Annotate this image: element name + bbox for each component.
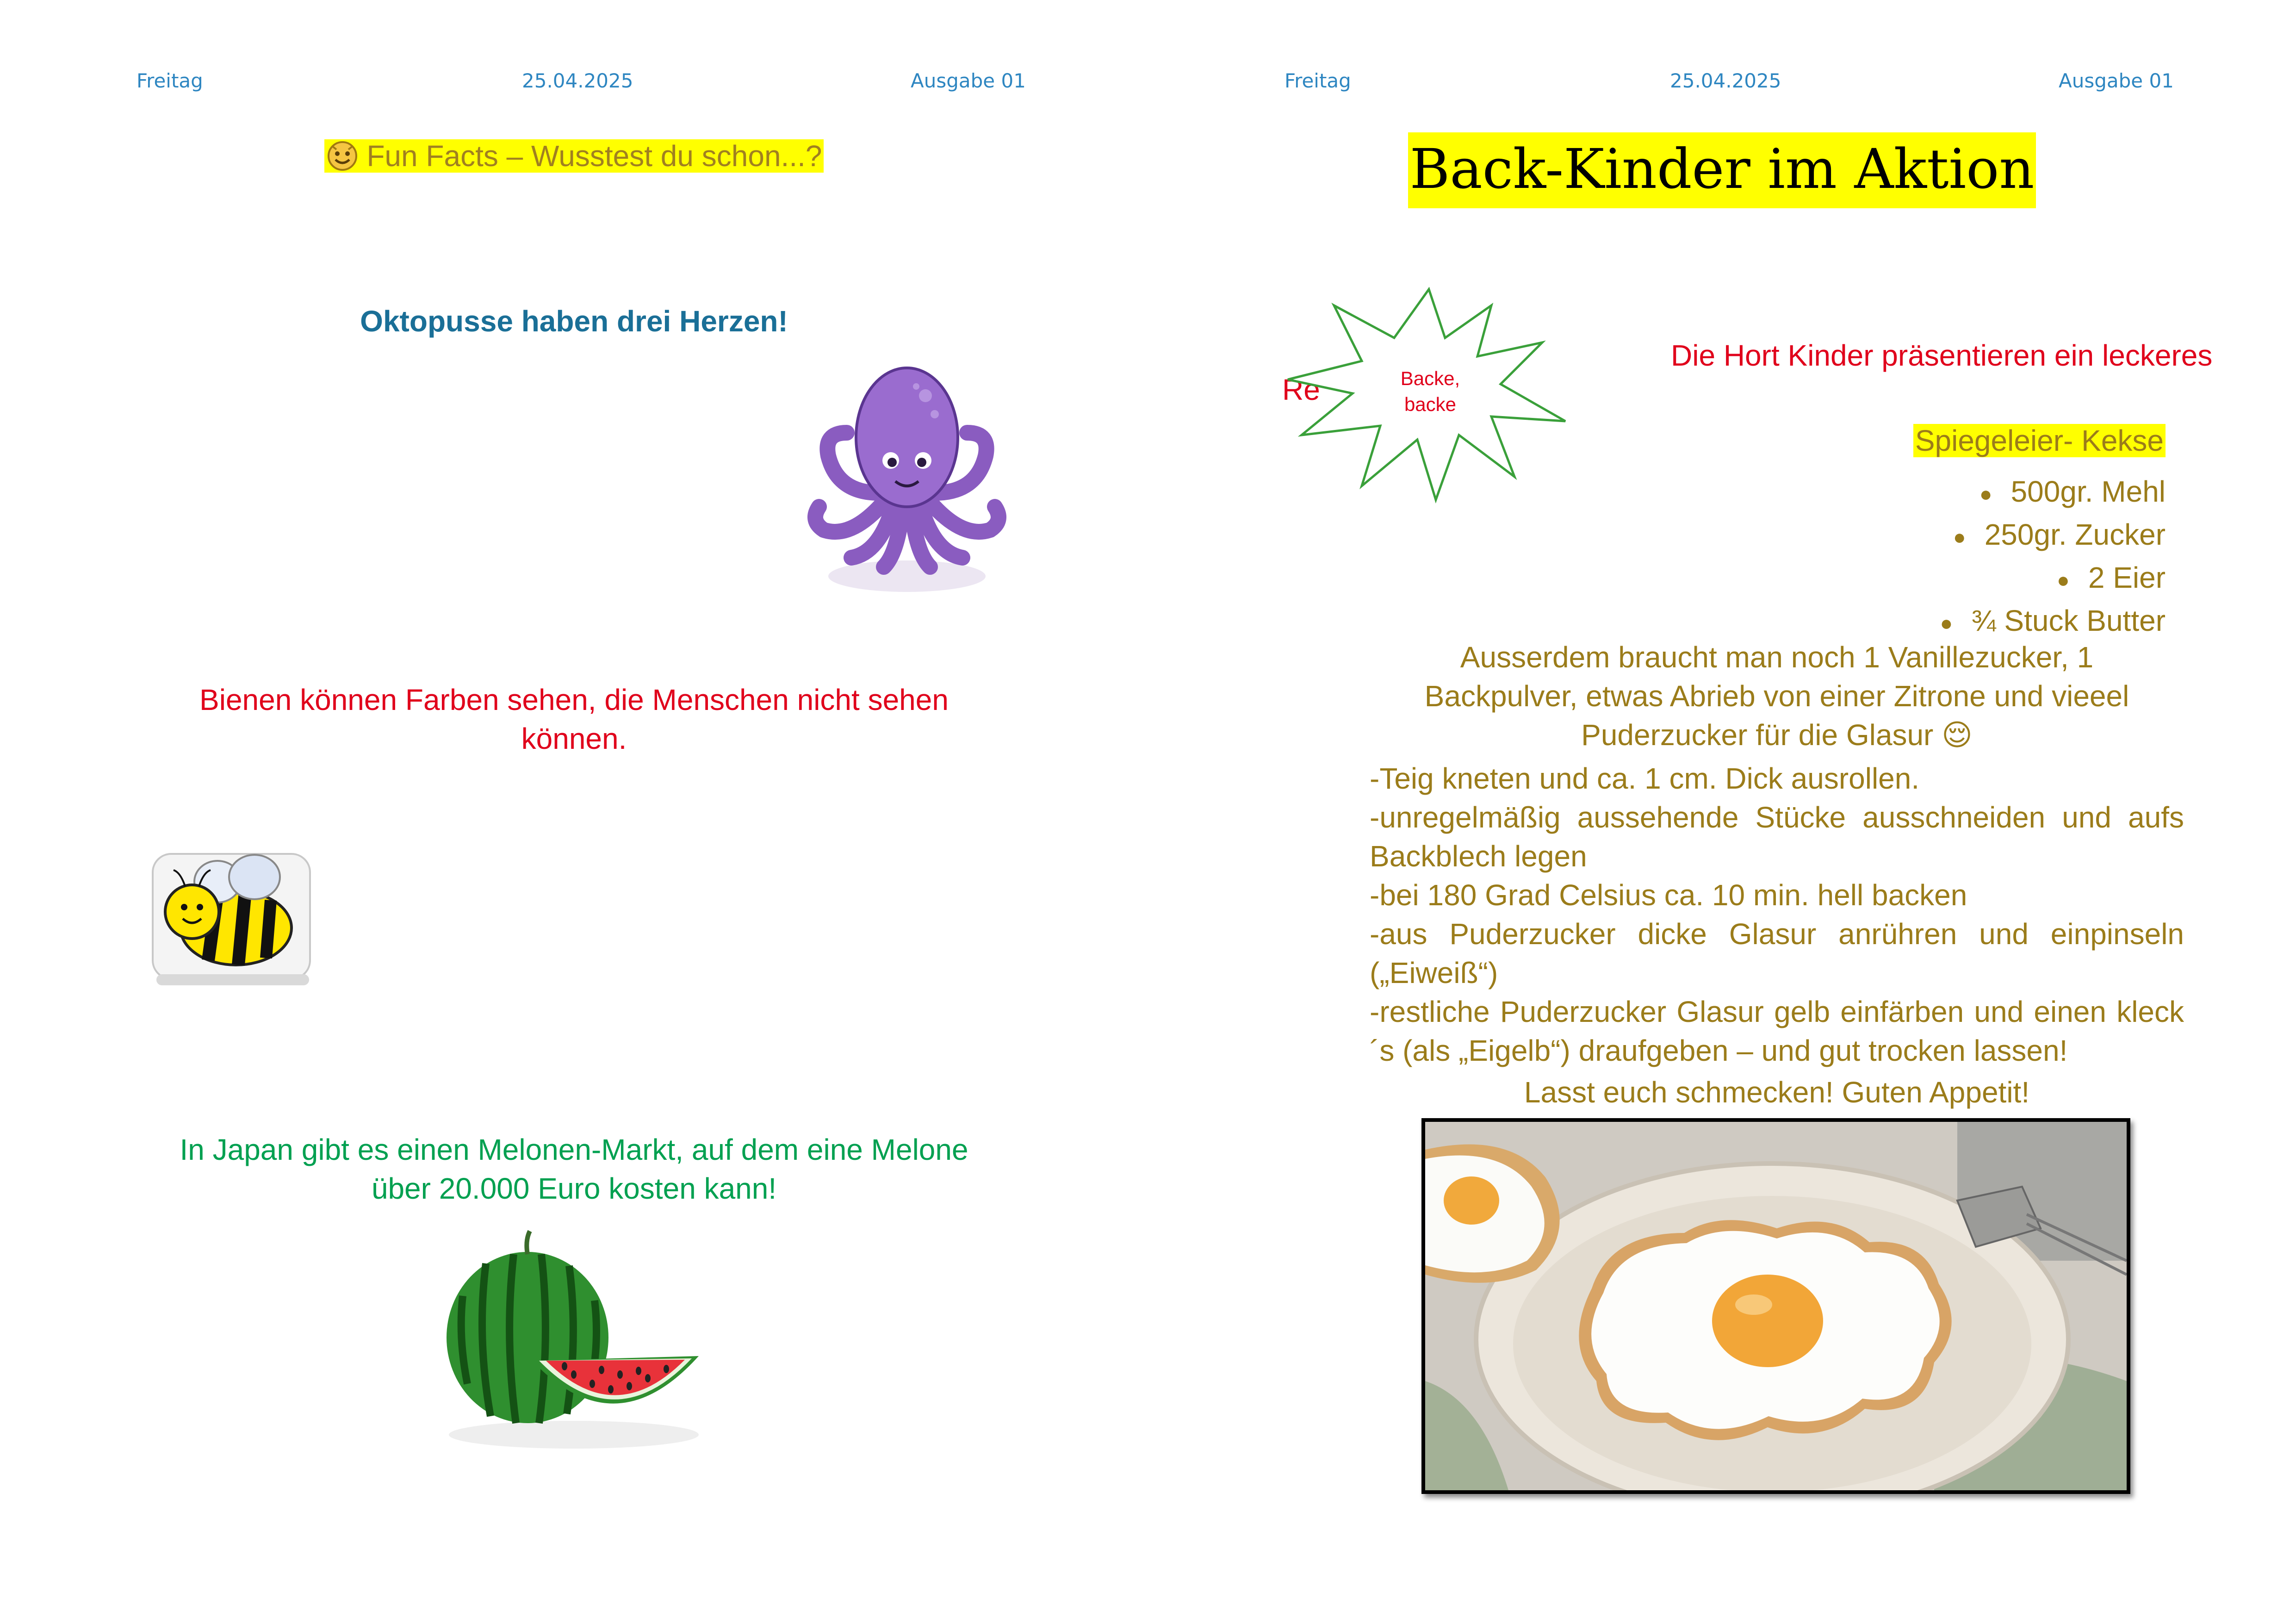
bullet-icon: ●	[1953, 525, 1966, 549]
recipe-name-wrap	[1913, 421, 2166, 460]
ingredient-list	[1940, 471, 2166, 643]
fun-facts-title-text: Fun Facts – Wusstest du schon...?	[366, 139, 822, 173]
extra-ingredients	[1370, 638, 2184, 755]
header-day-right: Freitag	[1285, 69, 1351, 92]
fact-octopus: Oktopusse haben drei Herzen!	[360, 305, 788, 338]
bullet-icon: ●	[1940, 611, 1953, 635]
header-date: 25.04.2025	[522, 69, 633, 92]
watermelon-illustration	[435, 1222, 722, 1462]
step-item: -bei 180 Grad Celsius ca. 10 min. hell backen	[1370, 878, 1967, 912]
fun-facts-heading	[0, 139, 1148, 173]
starburst-line1: Backe,	[1400, 367, 1460, 389]
ingredient-item: ● 250gr. Zucker	[1953, 518, 2166, 552]
starburst-text	[1361, 366, 1500, 417]
header-issue: Ausgabe 01	[911, 69, 1026, 92]
header-day: Freitag	[137, 69, 203, 92]
extra-line2: Backpulver, etwas Abrieb von einer Zitrone und vieeel	[1424, 679, 2129, 713]
recipe-page-title-wrap	[1148, 137, 2296, 201]
fact-melon-line1: In Japan gibt es einen Melonen-Markt, auf dem eine Melone	[180, 1133, 968, 1166]
ingredient-item: ● 500gr. Mehl	[1979, 475, 2166, 508]
fact-bees-line2: können.	[521, 722, 627, 755]
fact-bees-line1: Bienen können Farben sehen, die Menschen nicht sehen	[199, 683, 949, 716]
intro-line1: Die Hort Kinder präsentieren ein leckeres	[1671, 339, 2213, 372]
header-date-right: 25.04.2025	[1670, 69, 1781, 92]
fun-facts-title-box	[324, 139, 824, 173]
extra-line3: Puderzucker für die Glasur	[1581, 718, 1934, 752]
step-item: -restliche Puderzucker Glasur gelb einfärben und einen kleck´s (als „Eigelb“) draufgeben – und gut trocken lassen!	[1370, 995, 2184, 1067]
step-item: -Teig kneten und ca. 1 cm. Dick ausrollen.	[1370, 762, 1920, 795]
ingredient-item: ● 2 Eier	[2057, 561, 2166, 595]
fried-egg-cookie-image	[1425, 1122, 2127, 1490]
right-page	[1148, 0, 2296, 1624]
bee-illustration	[148, 845, 319, 993]
starburst-line2: backe	[1404, 393, 1457, 415]
bullet-icon: ●	[1979, 482, 1992, 506]
relieved-face-emoji-icon: 😌	[1942, 718, 1973, 753]
fact-bees	[0, 680, 1148, 758]
fact-melon	[0, 1130, 1148, 1208]
emoji-face-icon	[326, 139, 359, 172]
step-item: -unregelmäßig aussehende Stücke ausschneiden und aufs Backblech legen	[1370, 801, 2184, 873]
closing-line: Lasst euch schmecken! Guten Appetit!	[1524, 1076, 2030, 1109]
ingredient-item: ● ¾ Stuck Butter	[1940, 604, 2166, 638]
extra-line3-wrap	[1370, 716, 2184, 755]
fact-melon-line2: über 20.000 Euro kosten kann!	[371, 1172, 777, 1205]
recipe-page-title: Back-Kinder im Aktion	[1408, 132, 2036, 208]
header-issue-right: Ausgabe 01	[2059, 69, 2174, 92]
recipe-steps	[1370, 759, 2184, 1070]
extra-line1: Ausserdem braucht man noch 1 Vanillezucker, 1	[1460, 641, 2094, 674]
bullet-icon: ●	[2057, 568, 2070, 592]
fried-egg-cookie-photo	[1421, 1118, 2130, 1494]
step-item: -aus Puderzucker dicke Glasur anrühren und einpinseln („Eiweiß“)	[1370, 917, 2184, 989]
recipe-name: Spiegeleier- Kekse	[1913, 424, 2166, 457]
intro-line2: Re	[1282, 373, 1320, 406]
octopus-illustration	[796, 354, 1018, 609]
